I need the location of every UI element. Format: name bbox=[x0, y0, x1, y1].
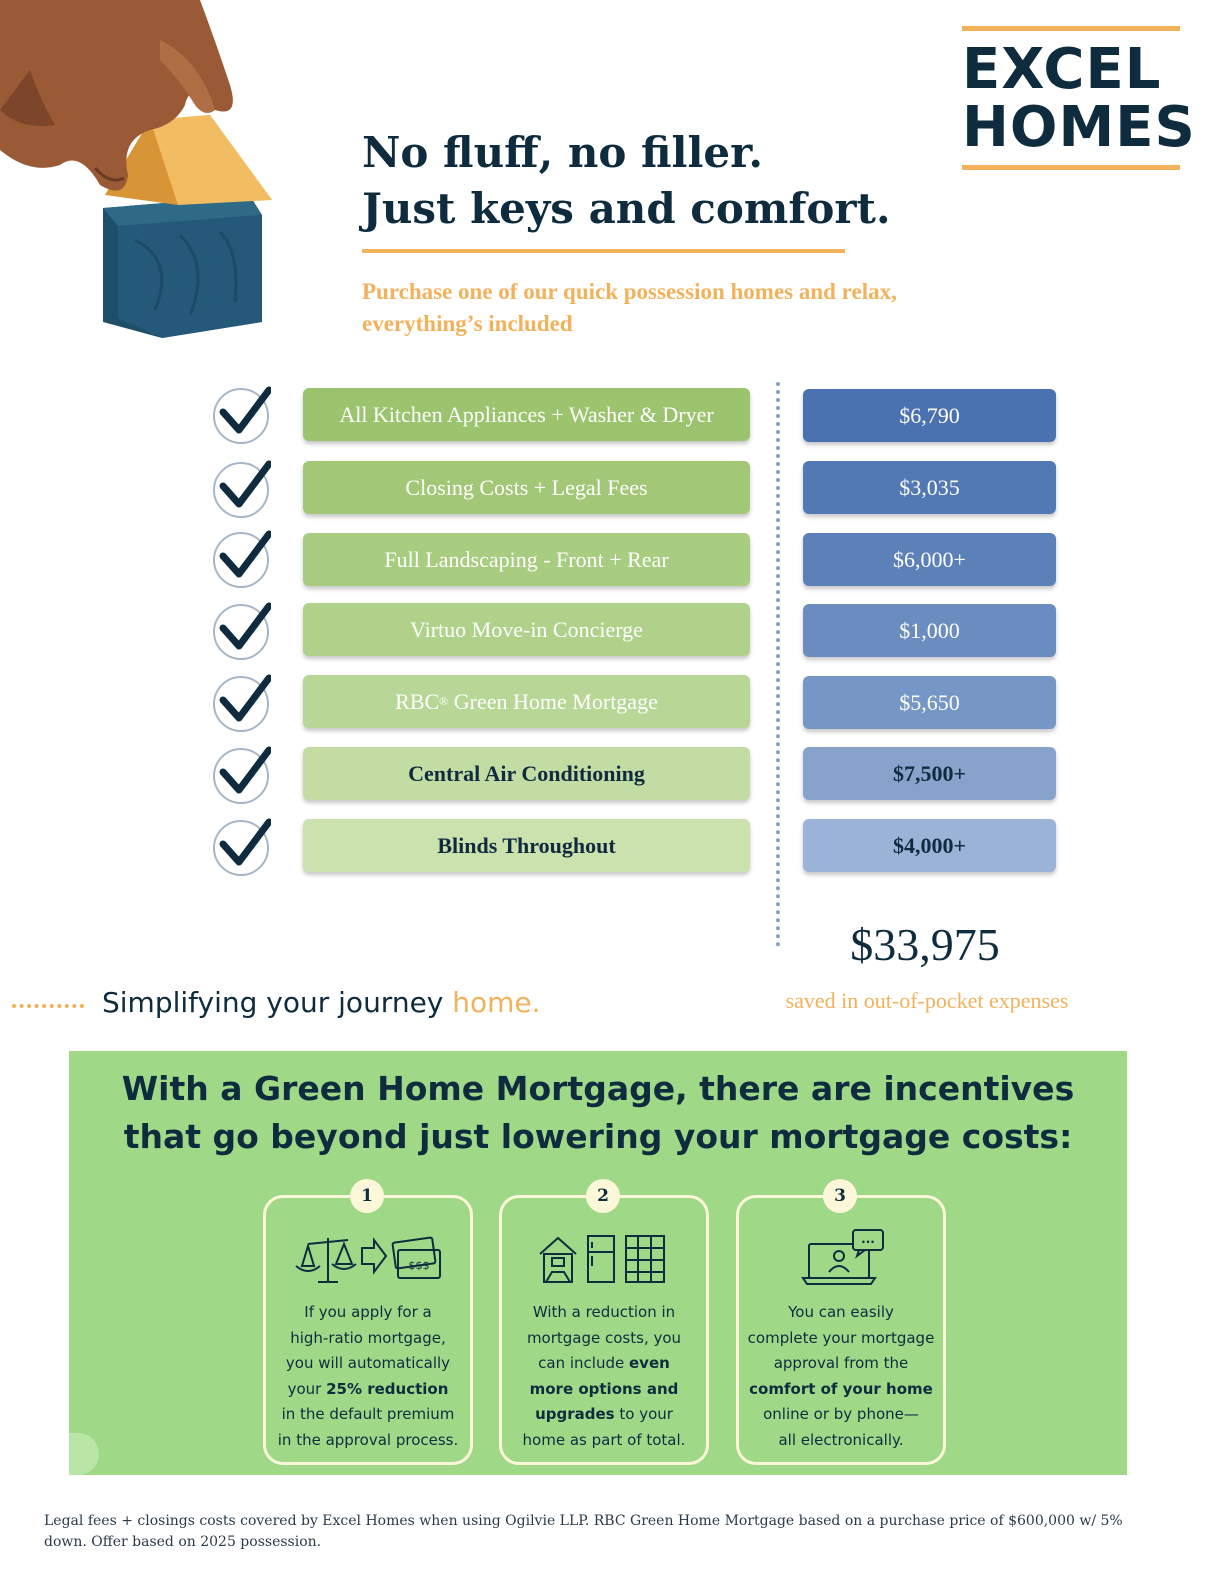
dotted-divider bbox=[776, 382, 780, 947]
card-3-text bbox=[745, 1300, 937, 1454]
card-line: complete your mortgage bbox=[747, 1328, 935, 1347]
registered-mark: ® bbox=[439, 694, 449, 708]
checkmark-icon bbox=[211, 600, 271, 660]
card-line: approval from the bbox=[773, 1354, 909, 1373]
total-savings: $33,975 bbox=[850, 919, 1000, 970]
money-label: $$$ bbox=[408, 1259, 430, 1272]
card-bold-span: comfort of your home bbox=[749, 1379, 933, 1398]
incentive-card-2 bbox=[499, 1186, 709, 1465]
card-number-badge: 1 bbox=[350, 1179, 384, 1213]
checkmark-icon bbox=[211, 528, 271, 588]
card-line: you will automatically bbox=[285, 1354, 451, 1373]
card-1-text bbox=[272, 1300, 464, 1454]
included-item-appliances: All Kitchen Appliances + Washer & Dryer bbox=[303, 388, 750, 441]
journey-tagline bbox=[102, 986, 541, 1019]
checkmark-icon bbox=[211, 384, 271, 444]
green-mortgage-label: Green Home Mortgage bbox=[448, 688, 658, 714]
logo-word-excel: EXCEL bbox=[962, 37, 1162, 102]
checkmark-icon bbox=[211, 458, 271, 518]
footnote: Legal fees + closings costs covered by Excel Homes when using Ogilvie LLP. RBC Green Home Mortgage based on a purchase price of $600,000 w/ 5% down. Offer based on 2025 possession. bbox=[44, 1513, 1123, 1550]
card-line: With a reduction in bbox=[532, 1303, 676, 1321]
card-line: home as part of total. bbox=[522, 1430, 686, 1449]
incentive-card-1 bbox=[263, 1186, 473, 1465]
value-closing-costs: $3,035 bbox=[803, 461, 1056, 514]
journey-accent: home. bbox=[452, 986, 541, 1019]
included-item-landscaping: Full Landscaping - Front + Rear bbox=[303, 533, 750, 586]
laptop-chat-icon bbox=[739, 1226, 943, 1288]
subheadline-line-1: Purchase one of our quick possession homes and relax, bbox=[362, 279, 897, 304]
included-item-green-mortgage bbox=[303, 675, 750, 728]
card-text-span: to your bbox=[614, 1405, 673, 1424]
card-line bbox=[508, 1402, 700, 1428]
value-air-conditioning: $7,500+ bbox=[803, 747, 1056, 800]
card-line bbox=[508, 1351, 700, 1377]
rbc-label: RBC bbox=[395, 688, 440, 714]
journey-dots bbox=[12, 1004, 84, 1008]
card-line: You can easily bbox=[788, 1303, 894, 1321]
logo-top-bar bbox=[962, 26, 1180, 31]
checkmark-icon bbox=[211, 744, 271, 804]
house-appliance-window-icon bbox=[502, 1226, 706, 1288]
total-savings-caption: saved in out-of-pocket expenses bbox=[785, 988, 1069, 1013]
card-line: in the default premium bbox=[281, 1405, 455, 1424]
headline-underline bbox=[362, 249, 845, 253]
card-line: high-ratio mortgage, bbox=[290, 1328, 446, 1347]
panel-title bbox=[69, 1065, 1127, 1161]
subheadline bbox=[362, 276, 962, 340]
hero-illustration bbox=[0, 0, 300, 345]
chat-dots: ... bbox=[861, 1232, 875, 1246]
logo-bottom-bar bbox=[962, 165, 1180, 170]
card-2-text bbox=[508, 1300, 700, 1454]
panel-title-line-1: With a Green Home Mortgage, there are incentives bbox=[121, 1069, 1075, 1108]
checkmark-icon bbox=[211, 816, 271, 876]
value-blinds: $4,000+ bbox=[803, 819, 1056, 872]
card-bold-span: 25% reduction bbox=[326, 1379, 449, 1398]
card-text-span: your bbox=[287, 1379, 327, 1398]
card-line bbox=[272, 1377, 464, 1403]
card-number-badge: 3 bbox=[823, 1179, 857, 1213]
card-number-badge: 2 bbox=[586, 1179, 620, 1213]
included-item-concierge: Virtuo Move-in Concierge bbox=[303, 603, 750, 656]
headline-line-2: Just keys and comfort. bbox=[362, 184, 891, 233]
card-line: in the approval process. bbox=[277, 1430, 459, 1449]
card-bold-span: even bbox=[629, 1354, 670, 1373]
subheadline-line-2: everything’s included bbox=[362, 311, 573, 336]
value-green-mortgage: $5,650 bbox=[803, 676, 1056, 729]
scale-to-money-icon bbox=[266, 1226, 470, 1288]
card-line bbox=[745, 1377, 937, 1403]
card-line: all electronically. bbox=[778, 1430, 904, 1449]
included-item-air-conditioning: Central Air Conditioning bbox=[303, 747, 750, 800]
card-line bbox=[508, 1377, 700, 1403]
panel-title-line-2: that go beyond just lowering your mortgage costs: bbox=[123, 1117, 1073, 1156]
card-line: online or by phone— bbox=[763, 1405, 919, 1424]
logo-word-homes: HOMES bbox=[962, 95, 1196, 160]
journey-text: Simplifying your journey bbox=[102, 986, 453, 1019]
card-line: If you apply for a bbox=[304, 1303, 432, 1321]
headline-line-1: No fluff, no filler. bbox=[362, 128, 764, 177]
card-bold-span: more options and bbox=[529, 1379, 679, 1398]
incentive-card-3 bbox=[736, 1186, 946, 1465]
panel-corner-mark bbox=[69, 1433, 99, 1475]
card-line: mortgage costs, you bbox=[526, 1328, 682, 1347]
value-landscaping: $6,000+ bbox=[803, 533, 1056, 586]
value-concierge: $1,000 bbox=[803, 604, 1056, 657]
green-mortgage-panel bbox=[69, 1051, 1127, 1475]
included-item-blinds: Blinds Throughout bbox=[303, 819, 750, 872]
headline bbox=[362, 125, 891, 237]
card-bold-span: upgrades bbox=[535, 1405, 615, 1424]
included-item-closing-costs: Closing Costs + Legal Fees bbox=[303, 461, 750, 514]
card-text-span: can include bbox=[538, 1354, 629, 1373]
checkmark-icon bbox=[211, 672, 271, 732]
value-appliances: $6,790 bbox=[803, 389, 1056, 442]
brand-logo bbox=[962, 26, 1196, 170]
